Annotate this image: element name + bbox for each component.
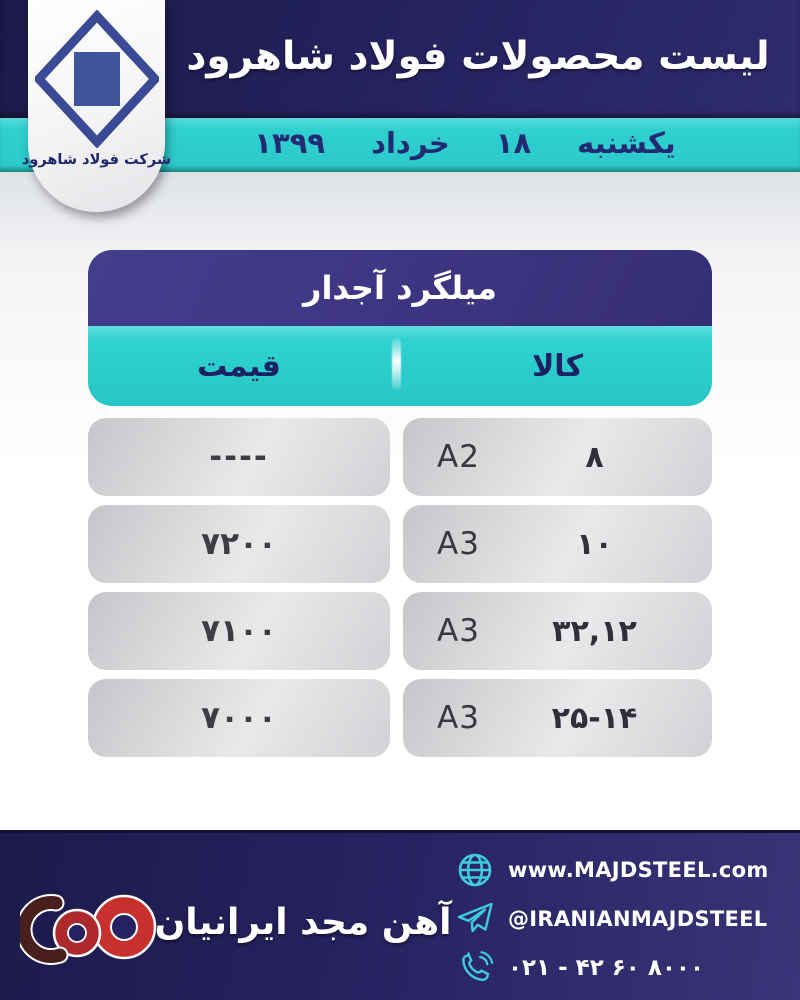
product-grade: A3 [437, 700, 480, 736]
product-size: ۱۰ [576, 526, 613, 562]
telegram-icon [454, 898, 496, 940]
date-text [180, 118, 750, 168]
price-value: ۷۲۰۰ [201, 526, 277, 562]
company-badge-label: شرکت فولاد شاهرود [21, 152, 172, 168]
telegram-text: @IRANIANMAJDSTEEL [508, 907, 768, 931]
contact-website[interactable] [454, 849, 786, 891]
date-weekday: یکشنبه [577, 126, 676, 160]
date-year: ۱۳۹۹ [254, 126, 326, 160]
phone-icon [454, 947, 496, 989]
majd-logo-icon [20, 885, 158, 971]
column-divider [392, 338, 401, 390]
column-header-product: کالا [531, 348, 584, 384]
diamond-logo-icon [35, 10, 159, 148]
product-grade: A3 [437, 526, 480, 562]
price-cell [88, 592, 390, 670]
date-day: ۱۸ [495, 126, 532, 160]
contact-list [454, 849, 786, 989]
product-cell [403, 418, 712, 496]
price-cell [88, 679, 390, 757]
contact-telegram[interactable] [454, 898, 786, 940]
contact-phone[interactable] [454, 947, 786, 989]
phone-text: ۰۲۱ - ۴۲ ۶۰ ۸۰۰۰ [508, 955, 704, 981]
globe-icon [454, 849, 496, 891]
product-size: ۸ [585, 439, 604, 475]
website-text: www.MAJDSTEEL.com [508, 858, 769, 882]
price-value: ---- [209, 439, 269, 475]
product-cell [403, 505, 712, 583]
table-title-bar [88, 250, 712, 326]
footer-bar [0, 830, 800, 1000]
table-title: میلگرد آجدار [303, 269, 497, 307]
company-badge [21, 0, 172, 212]
price-value: ۷۰۰۰ [201, 700, 277, 736]
product-cell [403, 679, 712, 757]
product-size: ۳۲,۱۲ [552, 613, 637, 649]
column-header-price: قیمت [197, 348, 281, 384]
product-grade: A2 [437, 439, 480, 475]
product-size: ۲۵-۱۴ [551, 700, 638, 736]
column-header-bar [88, 326, 712, 406]
product-cell [403, 592, 712, 670]
majd-logo-text: آهن مجد ایرانیان [154, 901, 452, 943]
date-month: خرداد [371, 126, 450, 160]
price-value: ۷۱۰۰ [201, 613, 277, 649]
price-cell [88, 418, 390, 496]
product-grade: A3 [437, 613, 480, 649]
page-title: لیست محصولات فولاد شاهرود [186, 33, 770, 79]
price-cell [88, 505, 390, 583]
